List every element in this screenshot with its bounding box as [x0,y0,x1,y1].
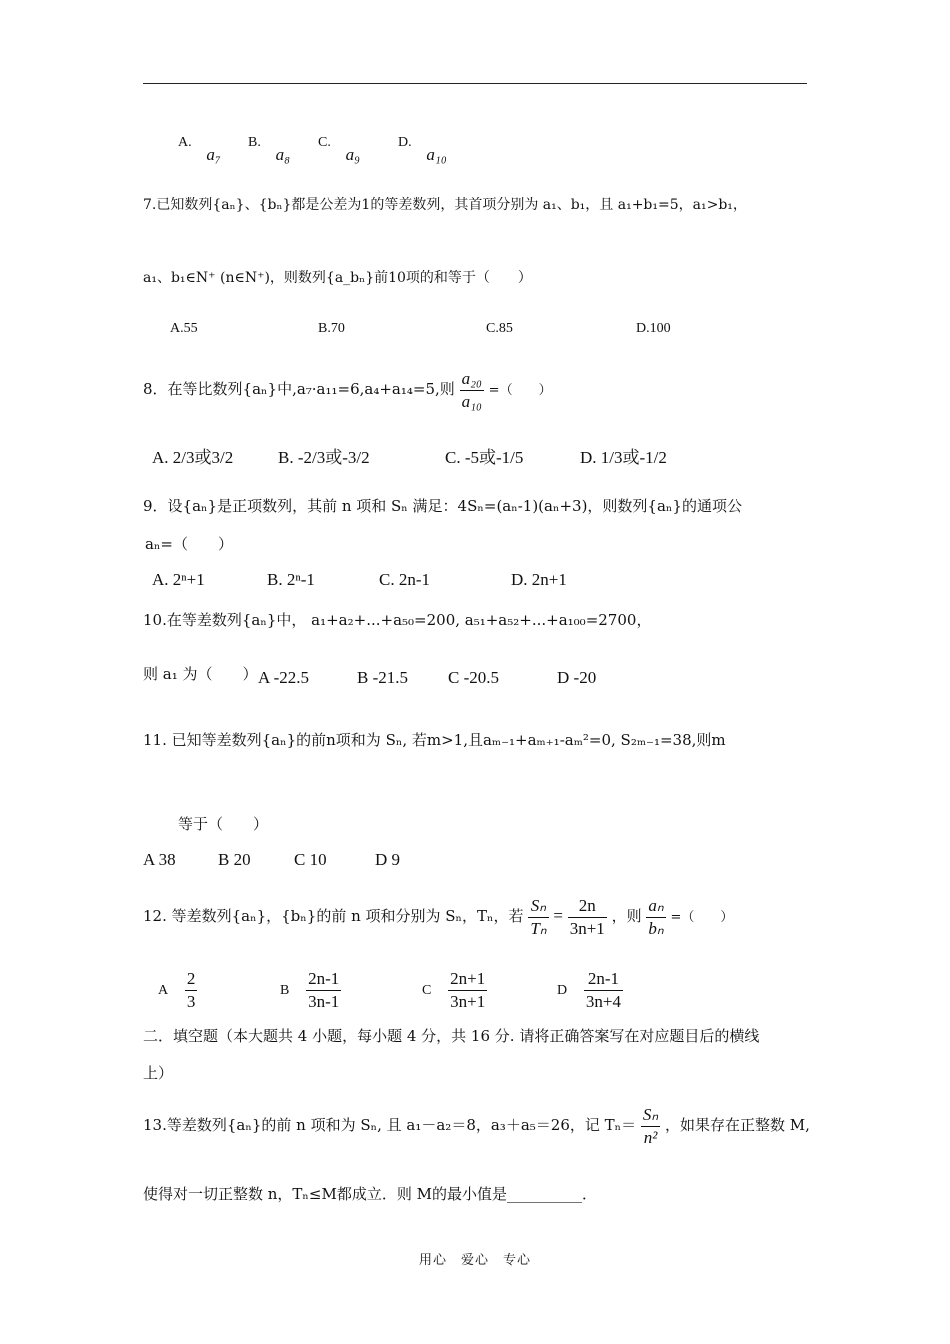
q12-option-c-denominator: 3n+1 [450,991,486,1011]
q12-option-d-label: D [557,983,568,998]
q7-option-a: A.55 [170,321,198,336]
q12-stem [143,893,733,941]
q12-condition-left-fraction [528,896,548,939]
q9-option-a: A. 2ⁿ+1 [152,570,205,589]
q12-option-d-fraction [584,969,623,1012]
q13-tn-numerator: Sₙ [641,1105,660,1127]
q12-option-c-fraction [448,969,487,1012]
q12-option-a-label: A [158,983,169,998]
q12-option-c-numerator: 2n+1 [448,969,487,991]
q10-option-a: A -22.5 [258,668,309,687]
q12-option-b-numerator: 2n-1 [306,969,341,991]
q12-condition-right-numerator: 2n [568,896,607,918]
q8-stem [143,366,552,414]
section2-heading-line1: 二．填空题（本大题共 4 小题，每小题 4 分，共 16 分. 请将正确答案写在对应题目后的横线 [143,1027,760,1045]
q12-option-b [280,966,341,1014]
q8-option-b: B. -2/3或-3/2 [278,448,370,467]
q10-option-b: B -21.5 [357,668,408,687]
q10-option-c: C -20.5 [448,668,499,687]
q12-option-a-numerator: 2 [185,969,198,991]
q13-stem-tail: ，如果存在正整数 M, [664,1116,810,1134]
q10-stem-line2: 则 a₁ 为（ ） [143,665,258,683]
q6-option-a [178,131,221,164]
q12-stem-text: 12. 等差数列{aₙ}，{bₙ}的前 n 项和分别为 Sₙ，Tₙ，若 [143,907,524,925]
q8-option-c: C. -5或-1/5 [445,448,524,467]
q7-option-d: D.100 [636,321,671,336]
q12-ask-prefix: ，则 [611,907,642,925]
q12-ask-denominator: bₙ [648,918,664,938]
q12-option-b-label: B [280,983,290,998]
q7-stem-line2: a₁、b₁∈N⁺ (n∈N⁺)，则数列{a_bₙ}前10项的和等于（ ） [143,270,532,286]
q12-ask-tail: =（ ） [670,910,734,925]
q6-option-b-math: a₈ [275,145,291,164]
q8-stem-text: 8．在等比数列{aₙ}中,a₇·a₁₁=6,a₄+a₁₄=5,则 [143,380,455,398]
q11-option-c: C 10 [294,850,327,869]
page-footer: 用心 爱心 专心 [418,1253,531,1268]
q7-option-b: B.70 [318,321,345,336]
q12-option-c [422,966,487,1014]
q13-tn-denominator: n² [643,1127,658,1147]
q12-condition-right-fraction [568,896,607,939]
q6-option-c [318,131,361,164]
q13-stem-text: 13.等差数列{aₙ}的前 n 项和为 Sₙ, 且 a₁－a₂＝8，a₃＋a₅＝26，记 Tₙ＝ [143,1116,637,1134]
q8-ratio-numerator: a₂₀ [460,369,484,391]
q12-condition-equals: = [553,906,563,925]
q12-condition-right-denominator: 3n+1 [569,918,605,938]
q8-option-a: A. 2/3或3/2 [152,448,234,467]
q9-option-b: B. 2ⁿ-1 [267,570,315,589]
header-rule [143,83,807,84]
q6-option-b [248,131,291,164]
q6-option-a-label: A. [178,135,192,150]
q12-option-a-fraction [185,969,198,1012]
q13-stem-line1 [143,1102,810,1148]
q12-condition-left-numerator: Sₙ [528,896,548,918]
q12-option-c-label: C [422,983,432,998]
q8-ratio-fraction [460,369,484,412]
q9-option-d: D. 2n+1 [511,570,567,589]
q9-option-c: C. 2n-1 [379,570,430,589]
q12-option-a-denominator: 3 [186,991,196,1011]
q12-option-b-denominator: 3n-1 [308,991,340,1011]
q6-option-d [398,131,447,164]
q13-tn-fraction [641,1105,660,1148]
q6-option-c-math: a₉ [345,145,361,164]
q12-option-d-denominator: 3n+4 [585,991,621,1011]
q11-option-a: A 38 [143,850,176,869]
q11-option-d: D 9 [375,850,401,869]
q6-option-a-math: a₇ [206,145,221,164]
q12-option-a [158,966,197,1014]
q8-stem-tail: =（ ） [488,383,552,398]
q12-option-d [557,966,623,1014]
q10-option-d: D -20 [557,668,597,687]
q11-stem-line1: 11. 已知等差数列{aₙ}的前n项和为 Sₙ, 若m>1,且aₘ₋₁+aₘ₊₁-aₘ²=0, S₂ₘ₋₁=38,则m [143,731,726,749]
section2-heading-line2: 上） [143,1064,174,1082]
q11-stem-line2: 等于（ ） [178,815,269,833]
q10-stem-line1: 10.在等差数列{aₙ}中， a₁+a₂+...+a₅₀=200, a₅₁+a₅₂+...+a₁₀₀=2700， [143,611,652,629]
q6-option-b-label: B. [248,135,261,150]
q12-option-b-fraction [306,969,341,1012]
q6-option-c-label: C. [318,135,331,150]
q12-option-d-numerator: 2n-1 [584,969,623,991]
q8-option-d: D. 1/3或-1/2 [580,448,667,467]
q12-ask-numerator: aₙ [646,896,665,918]
q11-option-b: B 20 [218,850,251,869]
q8-ratio-denominator: a₁₀ [461,391,482,411]
q9-stem-line1: 9．设{aₙ}是正项数列，其前 n 项和 Sₙ 满足：4Sₙ=(aₙ-1)(aₙ+3)，则数列{aₙ}的通项公 [143,497,742,515]
q6-option-d-math: a₁₀ [426,145,447,164]
q7-stem-line1: 7.已知数列{aₙ}、{bₙ}都是公差为1的等差数列，其首项分别为 a₁、b₁，且 a₁+b₁=5，a₁>b₁， [143,197,747,213]
q7-option-c: C.85 [486,321,513,336]
q9-stem-line2: aₙ=（ ） [145,535,234,553]
q12-ask-fraction [646,896,665,939]
q13-stem-line2: 使得对一切正整数 n，Tₙ≤M都成立．则 M的最小值是__________． [143,1185,597,1203]
q12-condition-left-denominator: Tₙ [530,918,547,938]
q6-option-d-label: D. [398,135,412,150]
